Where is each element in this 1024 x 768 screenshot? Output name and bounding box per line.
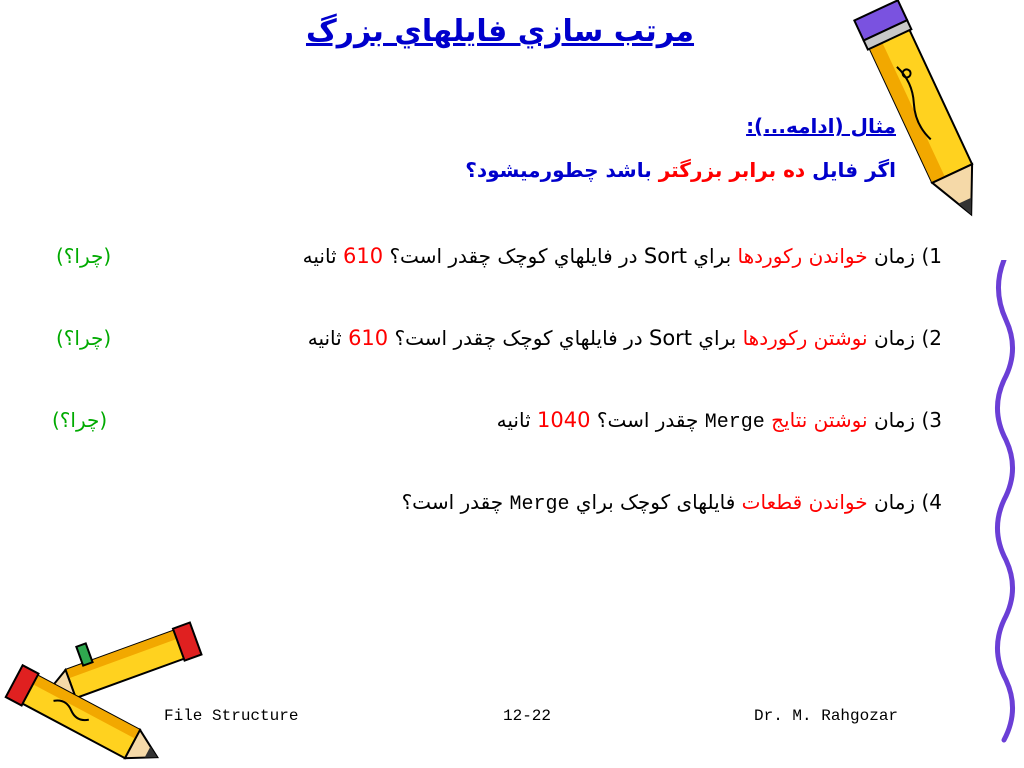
item-why: (چرا؟) [52, 408, 108, 432]
item-highlight: نوشتن نتايج [771, 408, 868, 432]
item-number: 4) [921, 490, 942, 514]
item-post-b: چقدر است؟ [401, 490, 504, 514]
question-part-1: اگر فايل [812, 158, 896, 182]
item-unit: ثانيه [307, 326, 342, 350]
item-why: (چرا؟) [56, 244, 112, 268]
item-post: در فايلهاي كوچک چقدر است؟ [394, 326, 643, 350]
item-post: در فايلهاي كوچک چقدر است؟ [389, 244, 638, 268]
squiggle-line-icon [984, 260, 1024, 760]
item-text [497, 408, 942, 434]
item-post-a: فایلهای كوچک براي [575, 490, 736, 514]
question-line [465, 158, 896, 182]
item-unit: ثانيه [496, 408, 531, 432]
item-number: 2) [921, 326, 942, 350]
question-part-2: ده برابر بزرگتر [658, 158, 806, 182]
item-value: 610 [348, 326, 389, 350]
item-value: 610 [342, 244, 384, 268]
item-term: Sort [649, 326, 693, 350]
item-term: Merge [704, 411, 765, 434]
item-number: 3) [921, 408, 942, 432]
item-unit: ثانيه [302, 244, 337, 268]
slide-title: مرتب سازي فايلهاي بزرگ [305, 14, 695, 49]
list-item [40, 408, 942, 442]
footer-right: Dr. M. Rahgozar [754, 707, 899, 725]
item-term: Merge [509, 493, 570, 516]
item-highlight: نوشتن ركوردها [742, 326, 868, 350]
footer-center: 12-22 [503, 707, 552, 725]
item-text [402, 490, 942, 516]
footer-left: File Structure [164, 707, 299, 725]
item-pre: زمان [873, 490, 916, 514]
item-mid: براي [698, 326, 737, 350]
item-pre: زمان [873, 244, 916, 268]
pencils-icon [0, 615, 210, 765]
item-highlight: خواندن قطعات [741, 490, 868, 514]
item-why: (چرا؟) [56, 326, 112, 350]
list-item [40, 490, 942, 524]
list-item [40, 244, 942, 278]
item-term: Sort [643, 244, 687, 268]
question-part-3: باشد چطورميشود؟ [465, 158, 652, 182]
item-text [308, 326, 942, 350]
item-pre: زمان [873, 326, 916, 350]
pencil-icon [850, 0, 1000, 245]
item-number: 1) [921, 244, 942, 268]
item-post: چقدر است؟ [596, 408, 699, 432]
item-mid: براي [693, 244, 732, 268]
item-pre: زمان [873, 408, 916, 432]
list-item [40, 326, 942, 360]
item-value: 1040 [537, 408, 591, 432]
item-highlight: خواندن ركوردها [737, 244, 868, 268]
slide-subtitle: مثال (ادامه...): [746, 114, 896, 138]
item-text [303, 244, 942, 268]
